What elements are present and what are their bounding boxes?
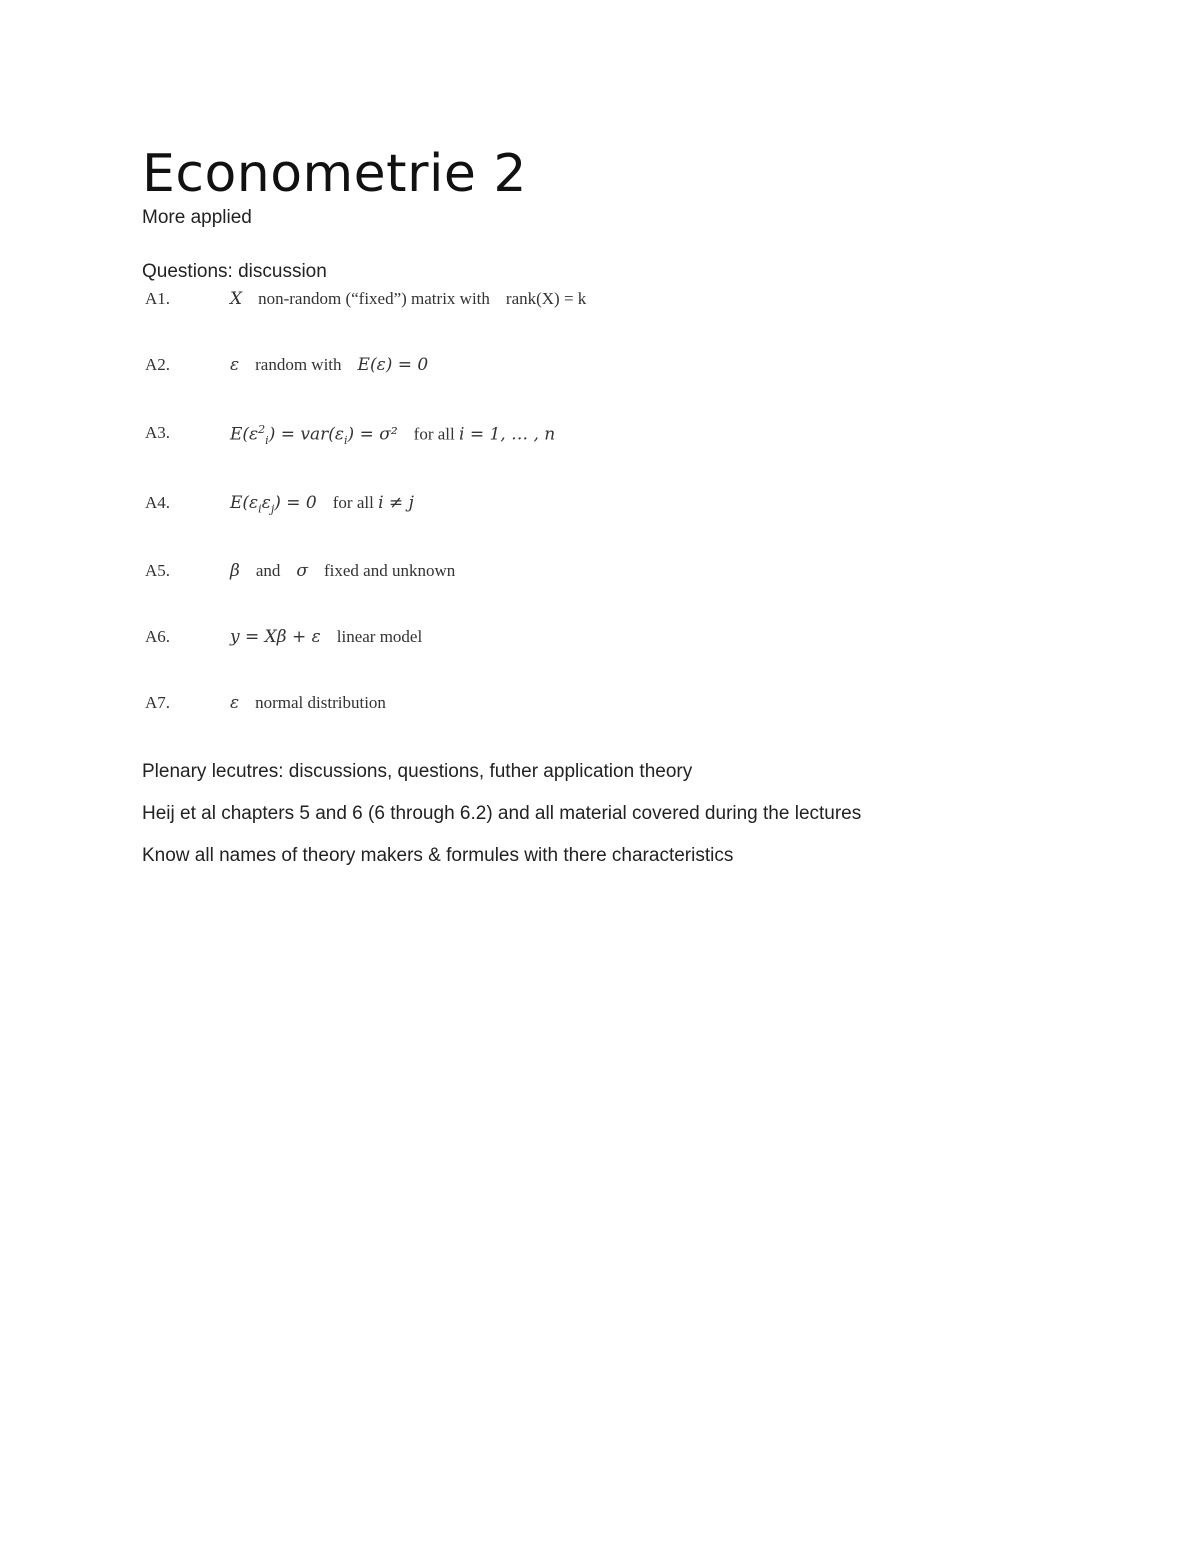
assumption-math: ) = σ²: [347, 424, 398, 445]
assumption-a4: [145, 493, 765, 523]
assumption-a3: [145, 423, 765, 453]
assumption-text: normal distribution: [255, 693, 386, 712]
assumption-text: for all: [332, 493, 374, 512]
assumption-math-sup: 2: [258, 423, 266, 436]
assumption-math: E(ε) = 0: [357, 355, 429, 375]
paragraph: Know all names of theory makers & formules with there characteristics: [142, 845, 734, 866]
assumption-math: ε: [261, 493, 271, 513]
assumption-label: A3.: [145, 423, 171, 442]
assumption-math: ε: [230, 355, 240, 375]
assumption-math: ) = 0: [274, 493, 317, 513]
assumption-math-sub: i: [258, 502, 262, 516]
assumption-label: A2.: [145, 355, 171, 374]
assumption-math-sub: i: [265, 434, 269, 448]
assumption-math: i ≠ j: [378, 493, 414, 513]
assumption-math: E(ε: [230, 493, 259, 513]
assumption-a7: [145, 693, 765, 723]
assumption-math: ) = var(ε: [268, 424, 345, 445]
assumption-text: linear model: [336, 627, 423, 646]
assumption-label: A4.: [145, 493, 171, 512]
paragraph: Heij et al chapters 5 and 6 (6 through 6.2) and all material covered during the lectures: [142, 803, 862, 824]
assumption-text: and: [255, 561, 281, 580]
assumption-label: A6.: [145, 627, 171, 646]
assumption-a2: [145, 355, 765, 385]
assumption-math: rank(X) = k: [505, 289, 587, 308]
assumption-math: σ: [296, 561, 308, 581]
assumption-math-sub: i: [344, 434, 348, 448]
page-title: Econometrie 2: [142, 144, 527, 204]
assumption-text: random with: [255, 355, 342, 374]
assumption-math: y = Xβ + ε: [230, 627, 321, 647]
paragraph: Plenary lecutres: discussions, questions, futher application theory: [142, 761, 693, 782]
assumption-label: A7.: [145, 693, 171, 712]
subtitle: More applied: [142, 207, 252, 228]
assumption-a1: [145, 289, 765, 319]
assumption-label: A5.: [145, 561, 171, 580]
section-label: Questions: discussion: [142, 261, 327, 282]
assumption-a5: [145, 561, 765, 591]
assumption-math: β: [230, 561, 240, 581]
assumption-math-sub: j: [270, 502, 275, 516]
assumption-text: for all: [413, 424, 455, 444]
assumption-math: E(ε: [230, 424, 259, 445]
assumption-math: X: [230, 289, 243, 309]
assumption-math: ε: [230, 693, 240, 713]
assumption-label: A1.: [145, 289, 171, 308]
assumption-math: i = 1, … , n: [458, 424, 556, 445]
assumption-a6: [145, 627, 765, 657]
assumption-text: fixed and unknown: [323, 561, 456, 580]
assumption-text: non-random (“fixed”) matrix with: [258, 289, 490, 308]
